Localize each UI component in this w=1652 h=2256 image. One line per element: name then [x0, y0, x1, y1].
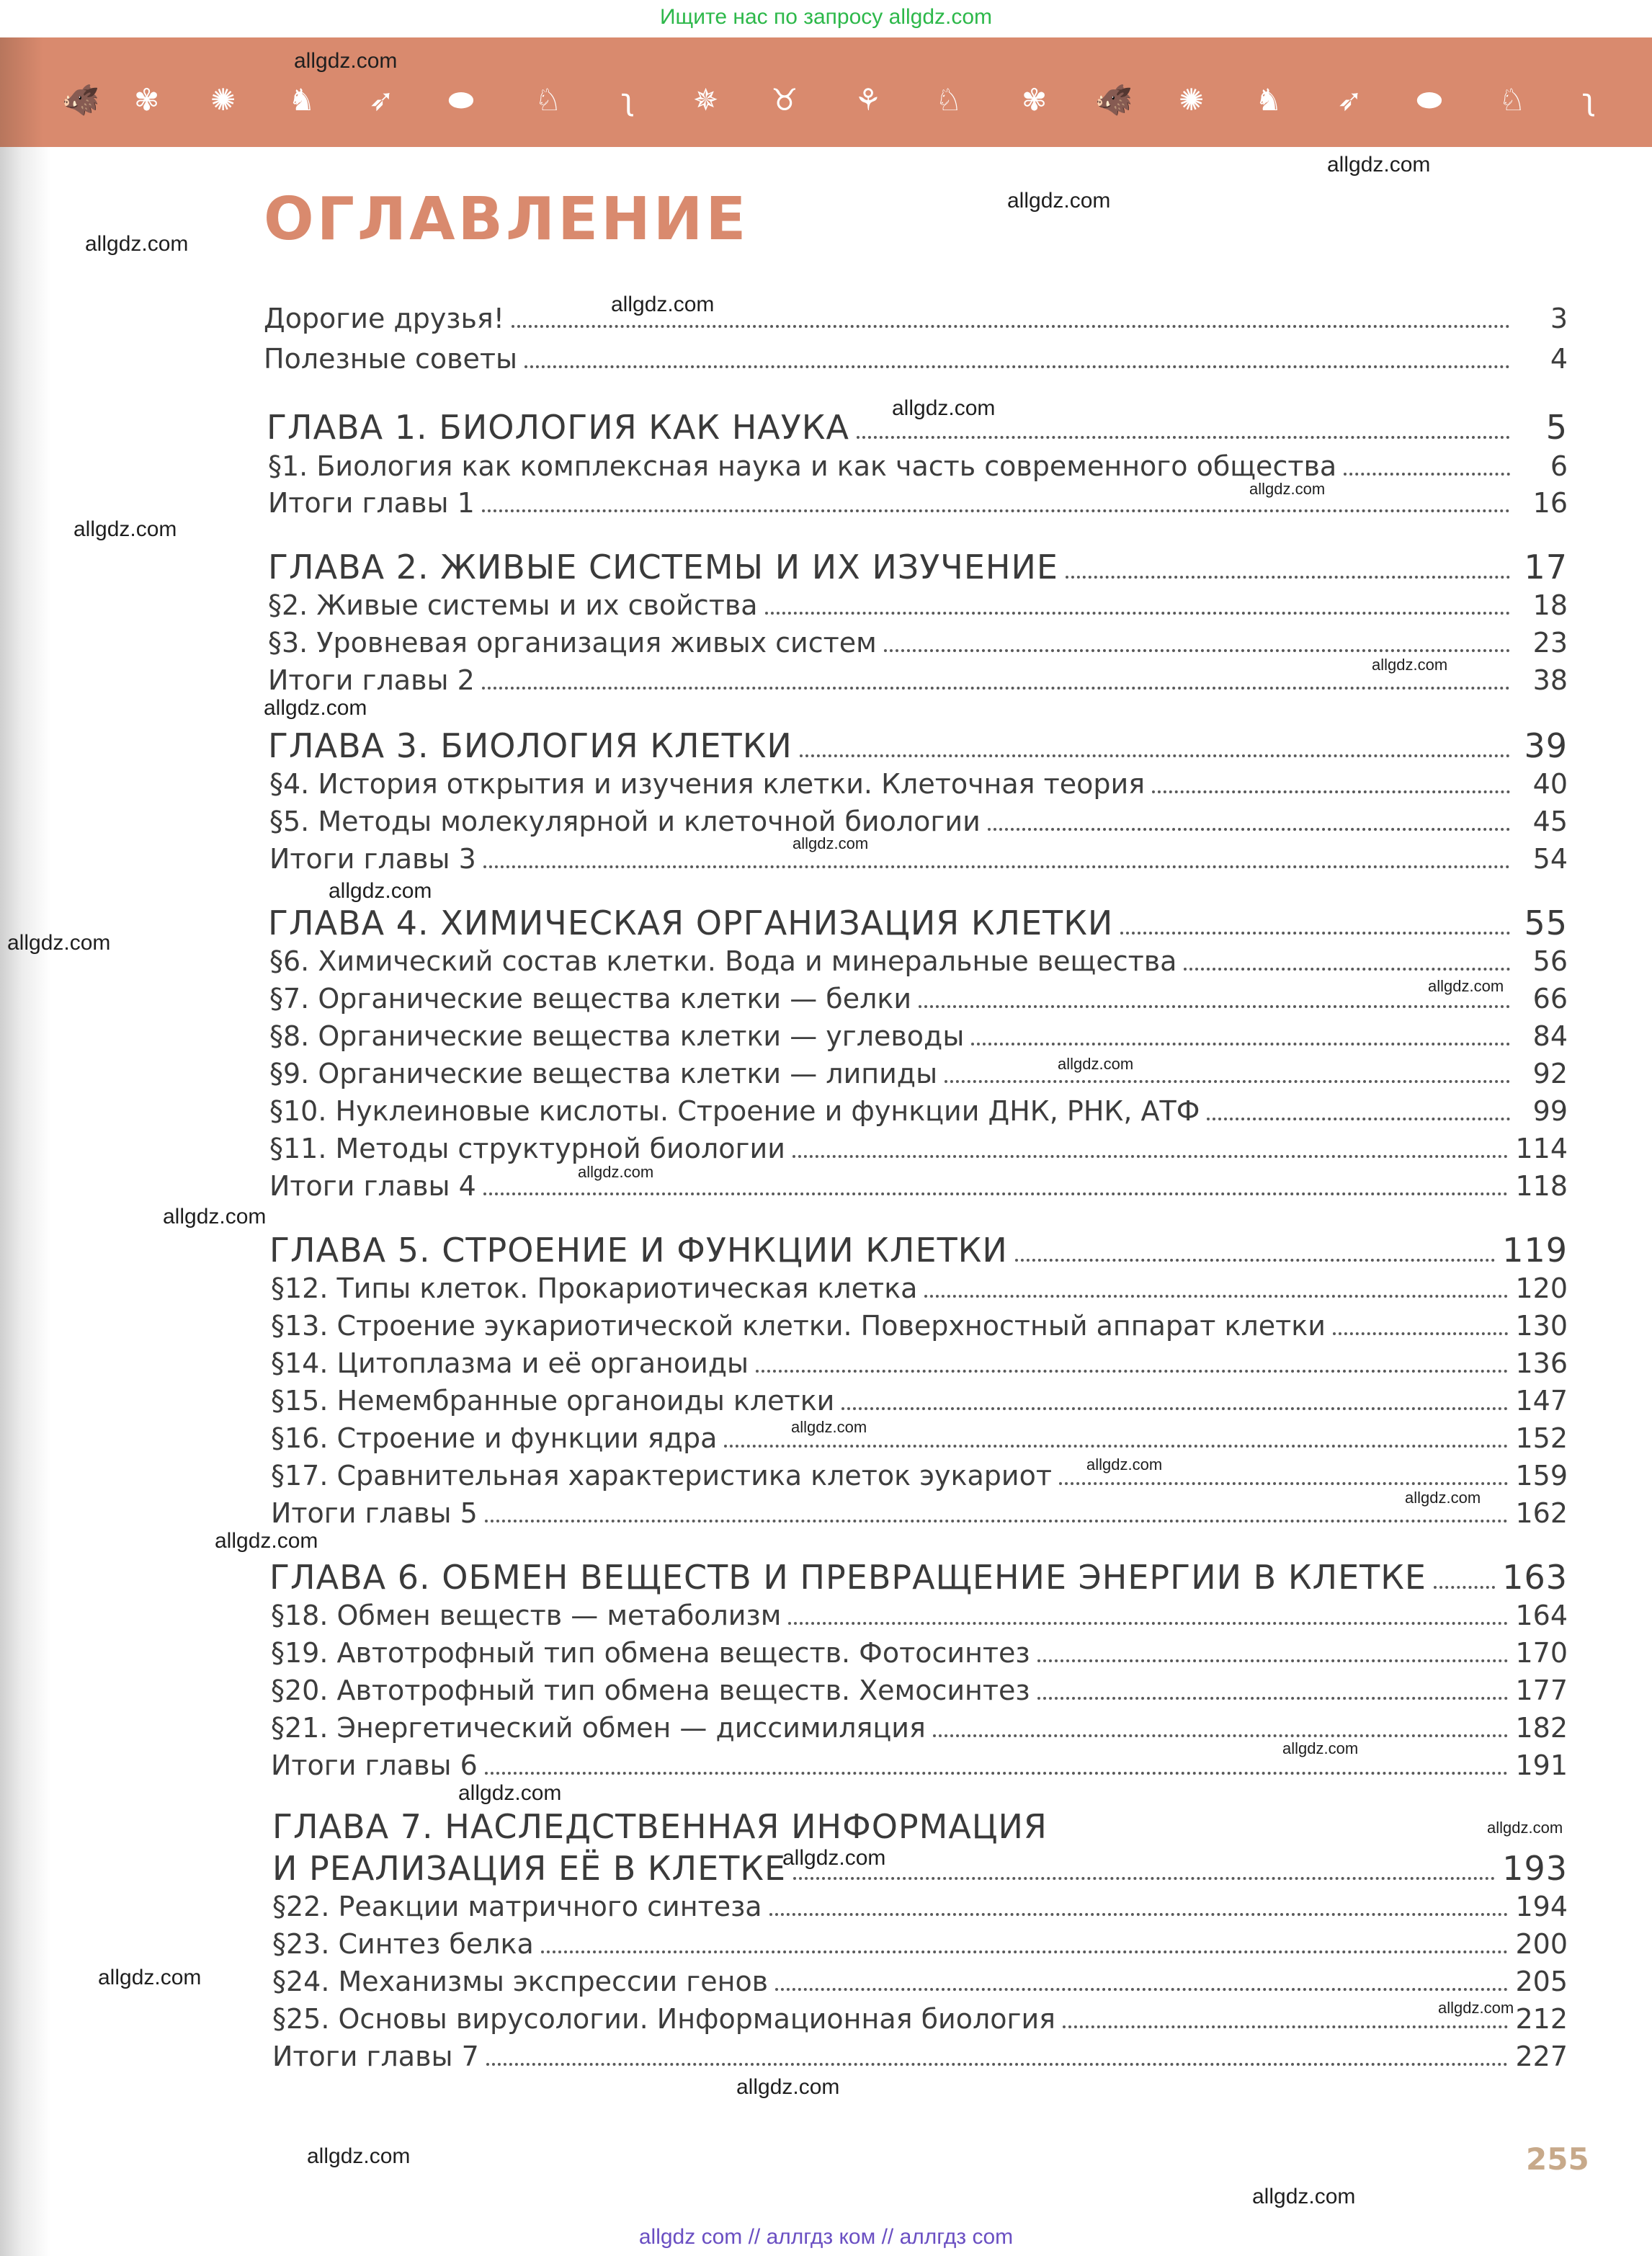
toc-entry-title: §21. Энергетический обмен — диссимиляция — [271, 1712, 926, 1744]
leader-dots — [1066, 576, 1510, 579]
chapter-page: 55 — [1524, 904, 1568, 942]
toc-section[interactable] — [271, 1385, 1568, 1417]
toc-entry-page: 191 — [1515, 1749, 1568, 1781]
scorpion-icon: ✺ — [210, 82, 236, 117]
leader-dots — [769, 1913, 1509, 1916]
toc-section[interactable] — [271, 1347, 1568, 1379]
toc-entry-page: 45 — [1532, 806, 1568, 837]
chapter-page: 193 — [1502, 1849, 1568, 1888]
toc-section[interactable] — [269, 806, 1568, 837]
toc-entry-page: 120 — [1515, 1272, 1568, 1304]
toc-entry-page: 200 — [1515, 1928, 1568, 1960]
chapter-page: 119 — [1502, 1231, 1568, 1270]
bird-icon: ➶ — [369, 82, 395, 117]
watermark: allgdz.com — [792, 834, 869, 852]
fish-icon: ⬬ — [1416, 82, 1442, 117]
watermark: allgdz.com — [7, 931, 111, 955]
toc-section[interactable] — [271, 1272, 1568, 1304]
leader-dots — [1120, 932, 1510, 935]
toc-section[interactable] — [271, 1712, 1568, 1744]
chapter-page: 39 — [1524, 726, 1568, 765]
toc-entry-page: 136 — [1515, 1347, 1568, 1379]
fish-icon: ⬬ — [448, 82, 474, 117]
toc-entry-page: 99 — [1532, 1095, 1568, 1127]
leader-dots — [1037, 1697, 1509, 1700]
toc-section[interactable] — [269, 768, 1568, 800]
page-gutter-shadow — [0, 0, 50, 2256]
toc-entry-page: 227 — [1515, 2041, 1568, 2072]
chapter-title: ГЛАВА 4. ХИМИЧЕСКАЯ ОРГАНИЗАЦИЯ КЛЕТКИ — [268, 904, 1114, 942]
horse-icon: ♞ — [288, 82, 316, 117]
leader-dots — [524, 365, 1510, 368]
toc-entry-title: §13. Строение эукариотической клетки. Поверхностный аппарат клетки — [271, 1310, 1326, 1342]
leader-dots — [792, 1155, 1509, 1158]
watermark: allgdz.com — [294, 49, 398, 73]
footer-links[interactable]: allgdz com // аллгдз ком // аллгдз com — [638, 2225, 1014, 2249]
toc-section[interactable] — [272, 1928, 1568, 1960]
toc-entry-title: Итоги главы 5 — [271, 1497, 478, 1529]
toc-summary[interactable] — [271, 1749, 1568, 1781]
leader-dots — [1015, 1259, 1495, 1262]
watermark: allgdz.com — [1252, 2185, 1356, 2208]
toc-section[interactable] — [268, 450, 1568, 482]
watermark: allgdz.com — [1249, 480, 1326, 498]
leader-dots — [1333, 1332, 1509, 1335]
leader-dots — [857, 436, 1510, 439]
toc-entry-title: §5. Методы молекулярной и клеточной биологии — [269, 806, 981, 837]
toc-entry-page: 56 — [1532, 945, 1568, 977]
toc-entry-page: 152 — [1515, 1422, 1568, 1454]
watermark: allgdz.com — [892, 396, 996, 420]
toc-entry-page: 162 — [1515, 1497, 1568, 1529]
toc-entry-page: 114 — [1515, 1133, 1568, 1164]
chapter-page: 163 — [1502, 1558, 1568, 1597]
leader-dots — [1184, 968, 1510, 971]
leader-dots — [1063, 2025, 1508, 2028]
toc-entry-title: §16. Строение и функции ядра — [271, 1422, 718, 1454]
bee-icon: ✵ — [693, 82, 719, 117]
watermark: allgdz.com — [611, 293, 715, 316]
boar-icon: 🐗 — [62, 82, 100, 117]
leader-dots — [765, 612, 1510, 615]
toc-entry-page: 118 — [1515, 1170, 1568, 1202]
top-notice[interactable]: Ищите нас по запросу allgdz.com — [0, 0, 1652, 37]
toc-section[interactable] — [272, 1891, 1568, 1922]
toc-intro-tips[interactable] — [264, 343, 1568, 375]
toc-entry-title: §22. Реакции матричного синтеза — [272, 1891, 762, 1922]
toc-section[interactable] — [268, 627, 1568, 659]
toc-entry-title: §11. Методы структурной биологии — [269, 1133, 785, 1164]
leader-dots — [724, 1445, 1508, 1448]
toc-chapter-4[interactable] — [268, 904, 1568, 942]
toc-section[interactable] — [271, 1675, 1568, 1706]
leader-dots — [919, 1005, 1510, 1008]
watermark: allgdz.com — [1086, 1455, 1163, 1473]
watermark: allgdz.com — [1438, 1999, 1514, 2017]
page-number: 255 — [1526, 2141, 1589, 2177]
toc-entry-page: 170 — [1515, 1637, 1568, 1669]
toc-section[interactable] — [271, 1310, 1568, 1342]
chapter-title: ГЛАВА 6. ОБМЕН ВЕЩЕСТВ И ПРЕВРАЩЕНИЕ ЭНЕРГИИ В КЛЕТКЕ — [269, 1558, 1426, 1597]
toc-entry-title: §8. Органические вещества клетки — углеводы — [269, 1020, 965, 1052]
leader-dots — [482, 509, 1510, 512]
leader-dots — [945, 1080, 1510, 1083]
toc-section[interactable] — [269, 1058, 1568, 1089]
toc-entry-title: §12. Типы клеток. Прокариотическая клетка — [271, 1272, 918, 1304]
watermark: allgdz.com — [1405, 1489, 1481, 1507]
leader-dots — [933, 1734, 1509, 1737]
watermark: allgdz.com — [163, 1205, 267, 1229]
butterfly-icon: ✾ — [1022, 82, 1048, 117]
bull-icon: ♉ — [771, 82, 798, 117]
watermark: allgdz.com — [215, 1529, 318, 1553]
toc-section[interactable] — [271, 1422, 1568, 1454]
watermark: allgdz.com — [736, 2075, 840, 2099]
toc-entry-page: 4 — [1550, 343, 1568, 375]
toc-chapter-2[interactable] — [268, 548, 1568, 587]
chapter-title: ГЛАВА 5. СТРОЕНИЕ И ФУНКЦИИ КЛЕТКИ — [269, 1231, 1008, 1270]
toc-entry-page: 147 — [1515, 1385, 1568, 1417]
toc-summary[interactable] — [272, 2041, 1568, 2072]
toc-entry-page: 23 — [1532, 627, 1568, 659]
leader-dots — [775, 1988, 1508, 1991]
toc-entry-page: 177 — [1515, 1675, 1568, 1706]
toc-entry-page: 40 — [1532, 768, 1568, 800]
deer-icon: ♘ — [1499, 82, 1526, 117]
watermark: allgdz.com — [264, 696, 367, 720]
toc-entry-title: Полезные советы — [264, 343, 518, 375]
band-gutter-shadow — [0, 37, 43, 147]
toc-entry-title: §15. Немембранные органоиды клетки — [271, 1385, 835, 1417]
leader-dots — [512, 325, 1510, 328]
toc-entry-title: §3. Уровневая организация живых систем — [268, 627, 877, 659]
watermark: allgdz.com — [98, 1966, 202, 1989]
toc-section[interactable] — [268, 589, 1568, 621]
toc-entry-title: §17. Сравнительная характеристика клеток эукариот — [271, 1460, 1052, 1492]
toc-summary[interactable] — [269, 1170, 1568, 1202]
toc-entry-title: Итоги главы 1 — [268, 487, 475, 519]
toc-entry-title: §23. Синтез белка — [272, 1928, 534, 1960]
toc-entry-page: 182 — [1515, 1712, 1568, 1744]
watermark: allgdz.com — [85, 232, 189, 256]
toc-entry-title: §6. Химический состав клетки. Вода и минеральные вещества — [269, 945, 1177, 977]
leader-dots — [486, 2063, 1509, 2066]
leader-dots — [1434, 1586, 1495, 1589]
toc-section[interactable] — [272, 1966, 1568, 1997]
chapter-title: ГЛАВА 1. БИОЛОГИЯ КАК НАУКА — [267, 408, 849, 447]
toc-entry-page: 54 — [1532, 843, 1568, 875]
horse-icon: ♞ — [1255, 82, 1282, 117]
chapter-title: ГЛАВА 3. БИОЛОГИЯ КЛЕТКИ — [268, 726, 792, 765]
toc-entry-page: 18 — [1532, 589, 1568, 621]
toc-chapter-5[interactable] — [269, 1231, 1568, 1270]
leader-dots — [841, 1407, 1508, 1410]
heron-icon: ʅ — [1582, 82, 1597, 117]
toc-summary[interactable] — [268, 487, 1568, 519]
toc-entry-title: Итоги главы 6 — [271, 1749, 478, 1781]
toc-entry-page: 164 — [1515, 1600, 1568, 1631]
toc-entry-page: 205 — [1515, 1966, 1568, 1997]
watermark: allgdz.com — [791, 1418, 867, 1436]
toc-entry-page: 66 — [1532, 983, 1568, 1015]
toc-section[interactable] — [269, 1020, 1568, 1052]
leader-dots — [971, 1043, 1510, 1045]
leader-dots — [1207, 1118, 1510, 1120]
toc-chapter-6[interactable] — [269, 1558, 1568, 1597]
chapter-title: ГЛАВА 2. ЖИВЫЕ СИСТЕМЫ И ИХ ИЗУЧЕНИЕ — [268, 548, 1058, 587]
watermark: allgdz.com — [1058, 1055, 1134, 1073]
leader-dots — [793, 1877, 1495, 1880]
dog-icon: ♘ — [935, 82, 963, 117]
toc-summary[interactable] — [269, 843, 1568, 875]
leader-dots — [483, 865, 1510, 868]
cat-icon: ⚘ — [854, 82, 882, 117]
boar-icon: 🐗 — [1095, 82, 1133, 117]
leader-dots — [1344, 473, 1510, 476]
leader-dots — [541, 1950, 1509, 1953]
toc-entry-page: 194 — [1515, 1891, 1568, 1922]
toc-chapter-3[interactable] — [268, 726, 1568, 765]
watermark: allgdz.com — [307, 2144, 411, 2168]
toc-entry-title: Итоги главы 2 — [268, 664, 475, 696]
toc-entry-title: Итоги главы 7 — [272, 2041, 479, 2072]
watermark: allgdz.com — [1372, 656, 1448, 674]
toc-section[interactable] — [272, 2003, 1568, 2035]
toc-entry-title: §14. Цитоплазма и её органоиды — [271, 1347, 749, 1379]
toc-entry-title: §10. Нуклеиновые кислоты. Строение и функции ДНК, РНК, АТФ — [269, 1095, 1200, 1127]
toc-intro-dear-friends[interactable] — [264, 303, 1568, 334]
toc-entry-page: 159 — [1515, 1460, 1568, 1492]
toc-entry-page: 38 — [1532, 664, 1568, 696]
leader-dots — [988, 828, 1510, 831]
leader-dots — [482, 687, 1510, 690]
leader-dots — [485, 1520, 1509, 1522]
toc-summary[interactable] — [271, 1497, 1568, 1529]
watermark: allgdz.com — [458, 1781, 562, 1805]
watermark: allgdz.com — [1327, 153, 1431, 177]
chapter-page: 17 — [1524, 548, 1568, 587]
chapter-title: И РЕАЛИЗАЦИЯ ЕЁ В КЛЕТКЕ — [272, 1849, 787, 1888]
toc-entry-page: 130 — [1515, 1310, 1568, 1342]
page-title: ОГЛАВЛЕНИЕ — [264, 185, 749, 254]
toc-section[interactable] — [269, 983, 1568, 1015]
toc-entry-title: §19. Автотрофный тип обмена веществ. Фотосинтез — [271, 1637, 1030, 1669]
watermark: allgdz.com — [73, 517, 177, 541]
leader-dots — [756, 1370, 1508, 1373]
toc-entry-title: §4. История открытия и изучения клетки. Клеточная теория — [269, 768, 1146, 800]
toc-entry-page: 212 — [1515, 2003, 1568, 2035]
toc-entry-title: §2. Живые системы и их свойства — [268, 589, 758, 621]
toc-section[interactable] — [269, 945, 1568, 977]
toc-entry-title: Итоги главы 3 — [269, 843, 476, 875]
deer-icon: ♘ — [535, 82, 562, 117]
toc-entry-page: 92 — [1532, 1058, 1568, 1089]
leader-dots — [788, 1622, 1508, 1625]
toc-entry-title: §25. Основы вирусологии. Информационная биология — [272, 2003, 1056, 2035]
butterfly-icon: ✾ — [134, 82, 160, 117]
toc-section[interactable] — [271, 1460, 1568, 1492]
leader-dots — [800, 754, 1510, 757]
watermark: allgdz.com — [1282, 1739, 1359, 1757]
toc-entry-title: Итоги главы 4 — [269, 1170, 476, 1202]
toc-section[interactable] — [269, 1133, 1568, 1164]
bird-icon: ➶ — [1337, 82, 1363, 117]
toc-entry-title: §18. Обмен веществ — метаболизм — [271, 1600, 782, 1631]
toc-entry-title: Дорогие друзья! — [264, 303, 505, 334]
toc-section[interactable] — [271, 1637, 1568, 1669]
toc-chapter-7[interactable] — [272, 1849, 1568, 1888]
toc-entry-title: §24. Механизмы экспрессии генов — [272, 1966, 769, 1997]
toc-entry-title: §9. Органические вещества клетки — липиды — [269, 1058, 938, 1089]
watermark: allgdz.com — [1487, 1819, 1563, 1837]
leader-dots — [884, 649, 1510, 652]
toc-entry-page: 6 — [1550, 450, 1568, 482]
scorpion-icon: ✺ — [1179, 82, 1205, 117]
toc-entry-title: §1. Биология как комплексная наука и как часть современного общества — [268, 450, 1337, 482]
toc-section[interactable] — [271, 1600, 1568, 1631]
watermark: allgdz.com — [1007, 189, 1111, 213]
leader-dots — [1037, 1659, 1509, 1662]
leader-dots — [1059, 1482, 1508, 1485]
leader-dots — [924, 1295, 1508, 1298]
toc-section[interactable] — [269, 1095, 1568, 1127]
chapter-page: 5 — [1545, 408, 1568, 447]
decorative-band — [0, 37, 1652, 147]
watermark: allgdz.com — [782, 1846, 886, 1870]
toc-entry-title: §20. Автотрофный тип обмена веществ. Хемосинтез — [271, 1675, 1030, 1706]
toc-entry-title: §7. Органические вещества клетки — белки — [269, 983, 912, 1015]
leader-dots — [485, 1772, 1509, 1775]
watermark: allgdz.com — [578, 1163, 654, 1181]
watermark: allgdz.com — [329, 879, 432, 903]
watermark: allgdz.com — [1428, 977, 1504, 995]
leader-dots — [1152, 790, 1510, 793]
toc-entry-page: 84 — [1532, 1020, 1568, 1052]
toc-chapter-7-line1[interactable]: ГЛАВА 7. НАСЛЕДСТВЕННАЯ ИНФОРМАЦИЯ — [272, 1807, 1048, 1846]
leader-dots — [483, 1192, 1509, 1195]
toc-entry-page: 3 — [1550, 303, 1568, 334]
heron-icon: ʅ — [621, 82, 635, 117]
toc-entry-page: 16 — [1532, 487, 1568, 519]
